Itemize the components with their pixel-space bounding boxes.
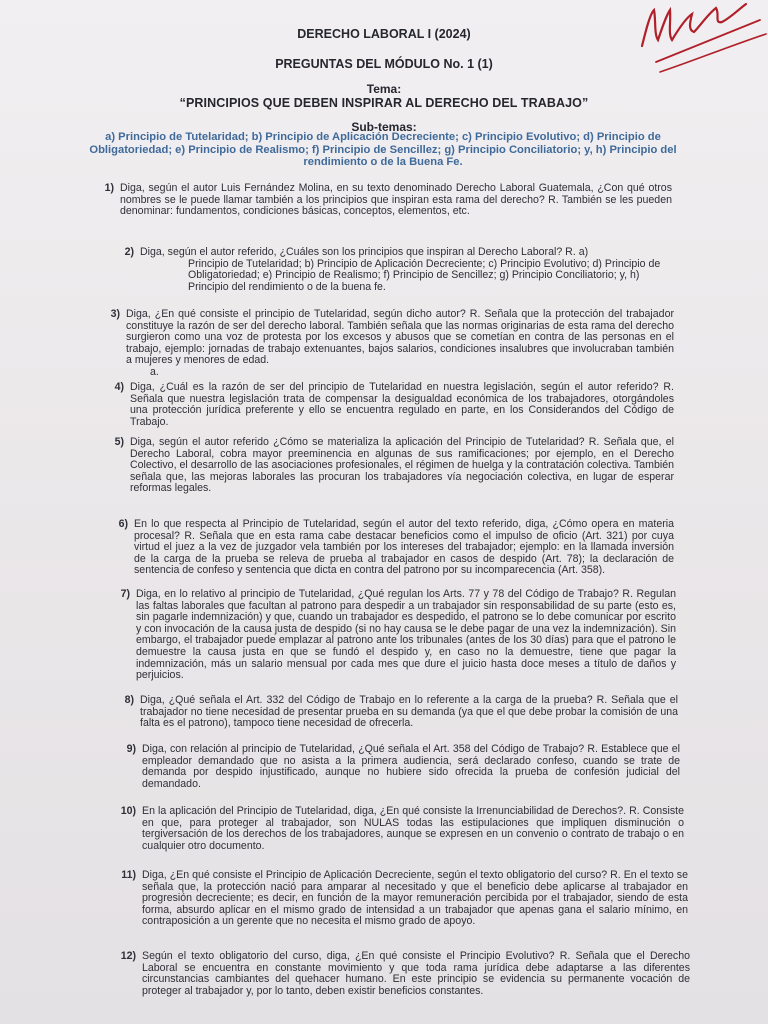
question-text: Diga, con relación al principio de Tutelaridad, ¿Qué señala el Art. 358 del Código de Trabajo? R. Establece que el empleador demandado que no asista a la primera audiencia, será declarado confeso, cuando se trate de demanda por despido injustificado, aunque no hubiere sido ofrecida la prueba de confesión judicial del demandado. <box>142 743 680 790</box>
tema-label: Tema: <box>366 82 402 96</box>
question-12 <box>120 950 690 997</box>
subtemas-list: a) Principio de Tutelaridad; b) Principio de Aplicación Decreciente; c) Principio Evolutivo; d) Principio de Obligatoriedad; e) Principio de Realismo; f) Principio de Sencillez; g) Principio Conciliatorio; y, h) Principio del rendimiento o de la Buena Fe. <box>89 131 677 169</box>
question-6 <box>118 518 674 577</box>
question-number: 8) <box>124 694 134 706</box>
question-number: 2) <box>124 246 134 258</box>
question-4 <box>114 381 674 428</box>
module-title: PREGUNTAS DEL MÓDULO No. 1 (1) <box>275 57 493 71</box>
question-number: 10) <box>120 805 136 817</box>
question-number: 5) <box>114 436 124 448</box>
question-2 <box>124 246 680 293</box>
question-text: En la aplicación del Principio de Tutelaridad, diga, ¿En qué consiste la Irrenunciabilidad de Derechos?. R. Consiste en que, para proteger al trabajador, son NULAS todas las estipulaciones que impliquen disminución o tergiversación de los derechos de los trabajadores, aunque se expresen en un convenio o contrato de trabajo o en cualquier otro documento. <box>142 805 684 852</box>
question-number: 1) <box>104 182 114 194</box>
course-title: DERECHO LABORAL I (2024) <box>297 27 471 41</box>
question-text: Según el texto obligatorio del curso, diga, ¿En qué consiste el Principio Evolutivo? R. Señala que el Derecho Laboral se encuentra en constante movimiento y que toda rama jurídica debe adaptarse a las diferentes circunstancias cambiantes del quehacer humano. En este principio se evidencia su permanente vocación de proteger al trabajador y, por lo tanto, deben existir beneficios constantes. <box>142 950 690 997</box>
question-9 <box>126 743 680 790</box>
question-text: Diga, en lo relativo al principio de Tutelaridad, ¿Qué regulan los Arts. 77 y 78 del Código de Trabajo? R. Regulan las faltas laborales que facultan al patrono para despedir a un trabajador sin responsabilidad de su parte (esto es, sin pagarle indemnización) y que, cuando un trabajador es despedido, el patrono se lo debe comunicar por escrito y con invocación de la causa justa de despido (si no hay causa se le debe pagar de una vez la indemnización). Sin embargo, el trabajador puede emplazar al patrono ante los tribunales (antes de los 30 días) para que el patrono le demuestre la causa justa en que se fundó el despido y, en caso no la demuestre, tiene que pagar la indemnización, más un salario mensual por cada mes que dure el juicio hasta doce meses a título de daños y perjuicios. <box>136 588 676 682</box>
question-text: Diga, ¿Cuál es la razón de ser del principio de Tutelaridad en nuestra legislación, según el autor referido? R. Señala que nuestra legislación trata de compensar la desigualdad económica de los trabajadores, otorgándoles una protección jurídica preferente y ello se encuentra regulado en parte, en los Considerandos del Código de Trabajo. <box>130 381 674 428</box>
question-text: Diga, ¿En qué consiste el Principio de Aplicación Decreciente, según el texto obligatorio del curso? R. En el texto se señala que, la protección nació para amparar al necesitado y que el beneficio debe aplicarse al trabajador en progresión decreciente; es decir, en función de la mayor remuneración percibida por el trabajador, siendo de esta forma, absurdo aplicar en el mismo grado de intensidad a un trabajador que apenas gana el salario mínimo, en contraposición a un gerente que no necesita el mismo grado de apoyo. <box>142 869 688 928</box>
question-3 <box>110 308 674 379</box>
tema-title: “PRINCIPIOS QUE DEBEN INSPIRAR AL DERECHO DEL TRABAJO” <box>179 96 589 110</box>
question-8 <box>124 694 678 730</box>
question-text: Diga, según el autor Luis Fernández Molina, en su texto denominado Derecho Laboral Guatemala, ¿Con qué otros nombres se le puede llamar también a los principios que inspiran esta rama del derecho? R. También se les pueden denominar: fundamentos, condiciones básicas, conceptos, elementos, etc. <box>120 182 672 218</box>
subtemas-label: Sub-temas: <box>351 120 417 134</box>
question-number: 9) <box>126 743 136 755</box>
question-text: Diga, ¿Qué señala el Art. 332 del Código de Trabajo en lo referente a la carga de la prueba? R. Señala que el trabajador no tiene necesidad de presentar prueba en su demanda (ya que el que debe probar la comisión de una falta es el patrono), tampoco tiene necesidad de ofrecerla. <box>140 694 678 730</box>
question-number: 11) <box>121 869 136 881</box>
question-number: 6) <box>118 518 128 530</box>
question-11 <box>121 869 688 928</box>
list-marker-a: a. <box>150 365 159 378</box>
question-number: 3) <box>110 308 120 320</box>
question-number: 12) <box>120 950 136 962</box>
principles-list: Principio de Tutelaridad; b) Principio de Aplicación Decreciente; c) Principio Evolutivo; d) Principio de Obligatoriedad; e) Principio de Realismo; f) Principio de Sencillez; g) Principio Conciliatorio; y, h) Principio del rendimiento o de la buena fe. <box>188 257 661 293</box>
question-text: Diga, según el autor referido ¿Cómo se materializa la aplicación del Principio de Tutelaridad? R. Señala que, el Derecho Laboral, cobra mayor preeminencia en algunas de sus ramificaciones; por ejemplo, en el Derecho Colectivo, el desarrollo de las asociaciones profesionales, el régimen de huelga y la contratación colectiva. También señala que, las mejoras laborales las procuran los trabajadores vía negociación colectiva, en lugar de esperar reformas legales. <box>130 436 674 495</box>
question-7 <box>120 588 676 682</box>
question-5 <box>114 436 674 495</box>
question-number: 7) <box>120 588 130 600</box>
question-text: En lo que respecta al Principio de Tutelaridad, según el autor del texto referido, diga, ¿Cómo opera en materia procesal? R. Señala que en esta rama cabe destacar beneficios como el impulso de oficio (Art. 321) por cuya virtud el juez a la vez de juzgador vela también por los intereses del trabajador; ejemplo: en la llamada inversión de la carga de la prueba se releva de prueba al trabajador en casos de despido (Art. 78); la declaración de sentencia de confeso y sentencia que dicta en contra del patrono por su incomparecencia (Art. 358). <box>134 518 674 577</box>
question-text: Diga, ¿En qué consiste el principio de Tutelaridad, según dicho autor? R. Señala que la protección del trabajador constituye la razón de ser del derecho laboral. También señala que las normas originarias de esta rama del derecho surgieron como una voz de protesta por los excesos y abusos que se cometían en contra de las personas en el trabajo, ejemplo: jornadas de trabajo extenuantes, bajos salarios, condiciones insalubres que involucraban también a mujeres y menores de edad. <box>126 308 674 367</box>
question-1 <box>104 182 672 218</box>
question-number: 4) <box>114 381 124 393</box>
question-text: Diga, según el autor referido, ¿Cuáles son los principios que inspiran al Derecho Laboral? R. a) <box>140 246 589 258</box>
question-10 <box>120 805 684 852</box>
